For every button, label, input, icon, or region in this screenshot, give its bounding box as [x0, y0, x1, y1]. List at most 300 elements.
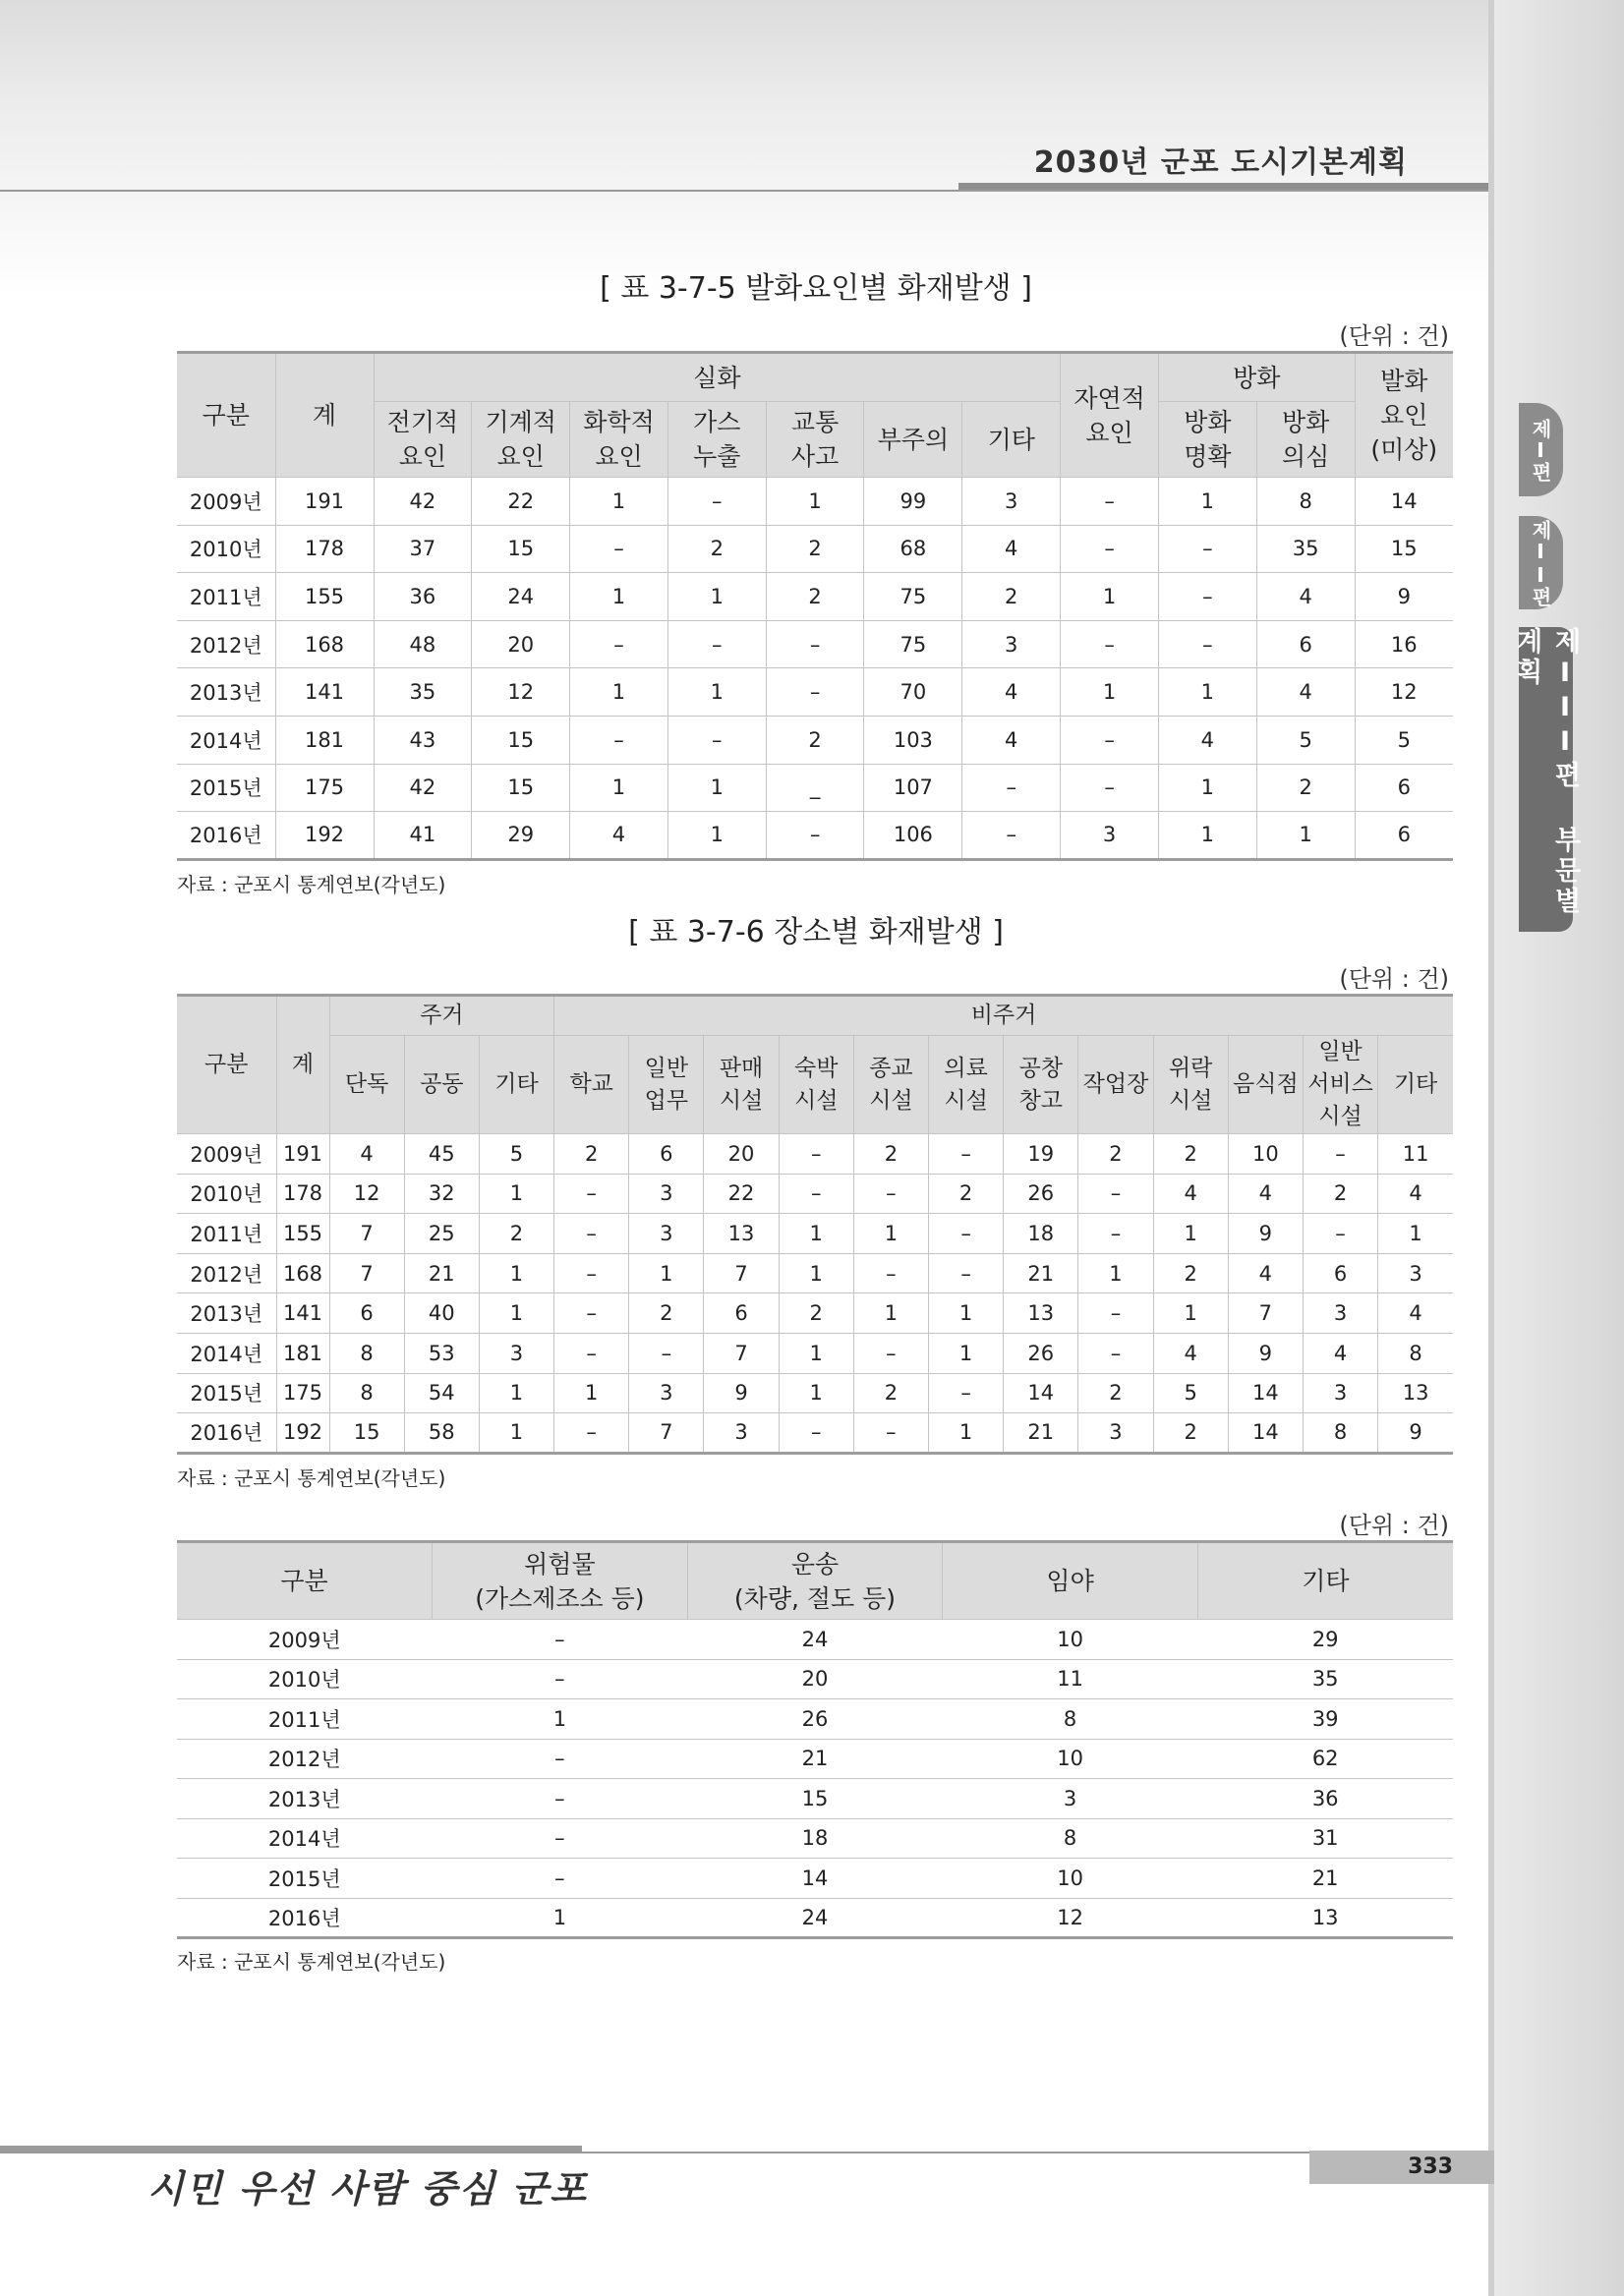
table-cell: 54 — [404, 1373, 479, 1413]
subheader-location: 일반 업무 — [629, 1036, 704, 1134]
header-total: 계 — [275, 353, 374, 478]
table-cell: 1 — [779, 1333, 853, 1373]
subheader-location: 판매 시설 — [704, 1036, 779, 1134]
table-cell: 2 — [853, 1373, 928, 1413]
table-cell: 1 — [433, 1699, 688, 1740]
table-cell: – — [433, 1659, 688, 1699]
table-cell: 181 — [275, 716, 374, 764]
table-cell: 42 — [374, 764, 472, 812]
row-year: 2013년 — [177, 1293, 276, 1334]
table-row — [177, 1818, 1453, 1859]
table-cell: 1 — [929, 1413, 1004, 1454]
table-cell: 18 — [687, 1818, 943, 1859]
table-cell: 31 — [1197, 1818, 1453, 1859]
table-cell: 3 — [1303, 1293, 1377, 1334]
table-cell: 4 — [1228, 1174, 1303, 1214]
table-cell: – — [853, 1174, 928, 1214]
table-row — [177, 525, 1453, 573]
table-cell: 6 — [1355, 764, 1453, 812]
table-row — [177, 1739, 1453, 1779]
table-cell: – — [853, 1253, 928, 1293]
table-cell: – — [766, 620, 864, 668]
table-cell: 1 — [929, 1333, 1004, 1373]
table-cell: _ — [766, 764, 864, 812]
table-cell: – — [1158, 573, 1256, 621]
table-cell: 5 — [1153, 1373, 1228, 1413]
table-cell: 1 — [1158, 812, 1256, 860]
table-cell: 13 — [1004, 1293, 1078, 1334]
table-cell: – — [554, 1333, 629, 1373]
table-cell: 155 — [276, 1214, 329, 1254]
header-category: 구분 — [177, 996, 276, 1134]
table-cell: 13 — [704, 1214, 779, 1254]
table-row — [177, 573, 1453, 621]
table-cell: 14 — [687, 1859, 943, 1899]
table-cell: 21 — [1004, 1253, 1078, 1293]
table-row — [177, 812, 1453, 860]
row-year: 2016년 — [177, 1898, 433, 1938]
table-cell: 14 — [1228, 1413, 1303, 1454]
row-year: 2011년 — [177, 1699, 433, 1740]
subheader-location: 기타 — [479, 1036, 553, 1134]
table-cell: – — [929, 1373, 1004, 1413]
header-category: 구분 — [177, 1542, 433, 1620]
header-accidental: 실화 — [374, 353, 1061, 402]
row-year: 2015년 — [177, 1373, 276, 1413]
table-cell: 48 — [374, 620, 472, 668]
table-cell: 1 — [1153, 1214, 1228, 1254]
table-cell: 3 — [479, 1333, 553, 1373]
table-cell: 9 — [1378, 1413, 1453, 1454]
table-cell: 26 — [1004, 1333, 1078, 1373]
table-cell: 12 — [472, 668, 570, 717]
table-cell: 168 — [275, 620, 374, 668]
row-year: 2014년 — [177, 716, 275, 764]
table-cell: 12 — [943, 1898, 1198, 1938]
table-cell: – — [1303, 1134, 1377, 1175]
subheader-location: 위락 시설 — [1153, 1036, 1228, 1134]
table-row — [177, 1413, 1453, 1454]
subheader-location: 공창 창고 — [1004, 1036, 1078, 1134]
table-cell: 2 — [1303, 1174, 1377, 1214]
table-cell: 4 — [570, 812, 668, 860]
table-cell: 192 — [276, 1413, 329, 1454]
table-cell: 3 — [704, 1413, 779, 1454]
row-year: 2016년 — [177, 812, 275, 860]
table-cell: 2 — [929, 1174, 1004, 1214]
table-cell: 43 — [374, 716, 472, 764]
table-cell: 29 — [472, 812, 570, 860]
table-cell: 1 — [853, 1293, 928, 1334]
table3-unit: (단위 : 건) — [1339, 1512, 1449, 1539]
table-cell: 1 — [1378, 1214, 1453, 1254]
table-cell: 6 — [629, 1134, 704, 1175]
table-row — [177, 1898, 1453, 1938]
table-cell: 7 — [704, 1333, 779, 1373]
table-cell: 8 — [1256, 478, 1355, 526]
row-year: 2014년 — [177, 1333, 276, 1373]
table-cell: – — [1061, 716, 1159, 764]
table-cell: 8 — [1378, 1333, 1453, 1373]
fire-cause-table — [177, 351, 1453, 861]
table-cell: 191 — [275, 478, 374, 526]
table-cell: 15 — [687, 1779, 943, 1819]
table-cell: – — [853, 1333, 928, 1373]
table-cell: – — [1158, 620, 1256, 668]
table-cell: – — [766, 668, 864, 717]
table-cell: 6 — [1355, 812, 1453, 860]
table-row — [177, 1253, 1453, 1293]
table-cell: 11 — [943, 1659, 1198, 1699]
table-cell: 99 — [864, 478, 962, 526]
table3-source: 자료 : 군포시 통계연보(각년도) — [177, 1950, 446, 1974]
table-cell: 106 — [864, 812, 962, 860]
table-cell: – — [1061, 478, 1159, 526]
table-cell: – — [433, 1779, 688, 1819]
table-cell: 3 — [629, 1214, 704, 1254]
footer-rule-thin — [0, 2152, 1494, 2153]
subheader-location: 학교 — [554, 1036, 629, 1134]
table2-unit: (단위 : 건) — [1339, 965, 1449, 993]
table-cell: 6 — [1303, 1253, 1377, 1293]
table1-title: [ 표 3-7-5 발화요인별 화재발생 ] — [600, 271, 1032, 306]
subheader-location: 작업장 — [1078, 1036, 1153, 1134]
tab-part-1[interactable]: 제I편 — [1519, 403, 1563, 496]
table-cell: 1 — [667, 573, 766, 621]
table-cell: 20 — [472, 620, 570, 668]
table-cell: 2 — [479, 1214, 553, 1254]
header-unknown: 발화 요인 (미상) — [1355, 353, 1453, 478]
table-cell: – — [929, 1253, 1004, 1293]
table-cell: 4 — [1228, 1253, 1303, 1293]
table1-source: 자료 : 군포시 통계연보(각년도) — [177, 873, 446, 896]
table-cell: 6 — [329, 1293, 404, 1334]
row-year: 2011년 — [177, 1214, 276, 1254]
table-cell: – — [766, 812, 864, 860]
table-cell: 9 — [1228, 1333, 1303, 1373]
table-cell: 2 — [554, 1134, 629, 1175]
table2-source: 자료 : 군포시 통계연보(각년도) — [177, 1466, 446, 1490]
table-cell: – — [1078, 1293, 1153, 1334]
table-cell: 2 — [853, 1134, 928, 1175]
table-cell: 9 — [1228, 1214, 1303, 1254]
table-cell: 2 — [766, 525, 864, 573]
table-cell: 36 — [374, 573, 472, 621]
table-cell: 42 — [374, 478, 472, 526]
table-cell: 4 — [1378, 1293, 1453, 1334]
table-cell: – — [1303, 1214, 1377, 1254]
table-cell: 1 — [667, 668, 766, 717]
table-cell: – — [853, 1413, 928, 1454]
table-cell: 175 — [276, 1373, 329, 1413]
table-cell: 10 — [943, 1859, 1198, 1899]
table-cell: 4 — [1153, 1333, 1228, 1373]
table-cell: 3 — [962, 478, 1061, 526]
table-cell: 32 — [404, 1174, 479, 1214]
table-cell: – — [1061, 525, 1159, 573]
table-cell: 7 — [329, 1253, 404, 1293]
header-other: 기타 — [1197, 1542, 1453, 1620]
table-cell: 22 — [704, 1174, 779, 1214]
tab-part-2[interactable]: 제II편 — [1519, 516, 1563, 609]
table-cell: 178 — [275, 525, 374, 573]
header-residential: 주거 — [329, 996, 554, 1036]
tab-part-3[interactable]: 제III편 부문별 계획 — [1519, 627, 1573, 932]
table-cell: 29 — [1197, 1620, 1453, 1660]
row-year: 2010년 — [177, 525, 275, 573]
table-cell: 155 — [275, 573, 374, 621]
table-cell: 18 — [1004, 1214, 1078, 1254]
table-cell: 15 — [472, 525, 570, 573]
table-cell: – — [667, 478, 766, 526]
table-cell: 4 — [1378, 1174, 1453, 1214]
table-cell: 24 — [472, 573, 570, 621]
table-cell: 3 — [962, 620, 1061, 668]
table-row — [177, 1174, 1453, 1214]
row-year: 2010년 — [177, 1659, 433, 1699]
table-cell: – — [570, 716, 668, 764]
table-cell: 1 — [779, 1373, 853, 1413]
table-cell: 3 — [1378, 1253, 1453, 1293]
table-cell: 1 — [667, 812, 766, 860]
header-natural: 자연적 요인 — [1061, 353, 1159, 478]
table-cell: 175 — [275, 764, 374, 812]
table-cell: – — [1078, 1333, 1153, 1373]
table-row — [177, 478, 1453, 526]
table-cell: – — [433, 1859, 688, 1899]
table-cell: – — [554, 1174, 629, 1214]
table-cell: 24 — [687, 1898, 943, 1938]
table-cell: 4 — [1256, 573, 1355, 621]
table-row — [177, 764, 1453, 812]
table-cell: 1 — [570, 573, 668, 621]
subheader-location: 음식점 — [1228, 1036, 1303, 1134]
table-cell: 9 — [704, 1373, 779, 1413]
table-cell: 3 — [1303, 1373, 1377, 1413]
table-cell: 1 — [570, 478, 668, 526]
table-cell: 191 — [276, 1134, 329, 1175]
row-year: 2014년 — [177, 1818, 433, 1859]
table-cell: 1 — [479, 1373, 553, 1413]
table-cell: 1 — [1158, 478, 1256, 526]
table-cell: – — [779, 1413, 853, 1454]
table-cell: 1 — [479, 1293, 553, 1334]
subheader-location: 숙박 시설 — [779, 1036, 853, 1134]
table-cell: 58 — [404, 1413, 479, 1454]
table-row — [177, 1293, 1453, 1334]
header-arson: 방화 — [1158, 353, 1355, 402]
table-cell: 103 — [864, 716, 962, 764]
table-cell: 2 — [1078, 1134, 1153, 1175]
table-row — [177, 1214, 1453, 1254]
table-cell: 14 — [1228, 1373, 1303, 1413]
table-cell: 10 — [943, 1620, 1198, 1660]
table-cell: 15 — [1355, 525, 1453, 573]
table-cell: 7 — [704, 1253, 779, 1293]
table-cell: 10 — [1228, 1134, 1303, 1175]
table-cell: 2 — [779, 1293, 853, 1334]
table-cell: – — [1061, 620, 1159, 668]
table-cell: 21 — [1004, 1413, 1078, 1454]
table-cell: – — [962, 764, 1061, 812]
table-cell: 75 — [864, 573, 962, 621]
table-cell: 7 — [629, 1413, 704, 1454]
table-cell: 2 — [1153, 1253, 1228, 1293]
table-cell: 1 — [570, 668, 668, 717]
table-cell: 75 — [864, 620, 962, 668]
subheader-cause: 가스 누출 — [667, 402, 766, 478]
table-cell: 35 — [1197, 1659, 1453, 1699]
row-year: 2012년 — [177, 1253, 276, 1293]
table-cell: 1 — [1078, 1253, 1153, 1293]
table-cell: 4 — [1158, 716, 1256, 764]
table1-unit: (단위 : 건) — [1339, 322, 1449, 350]
table-cell: 12 — [1355, 668, 1453, 717]
table-row — [177, 716, 1453, 764]
table-cell: 21 — [687, 1739, 943, 1779]
table-cell: – — [1078, 1174, 1153, 1214]
table-cell: – — [554, 1413, 629, 1454]
row-year: 2009년 — [177, 1134, 276, 1175]
table-row — [177, 1373, 1453, 1413]
subheader-location: 기타 — [1378, 1036, 1453, 1134]
table-cell: 68 — [864, 525, 962, 573]
table-cell: 1 — [479, 1413, 553, 1454]
row-year: 2009년 — [177, 478, 275, 526]
table-cell: 11 — [1378, 1134, 1453, 1175]
table-cell: 19 — [1004, 1134, 1078, 1175]
table-cell: – — [779, 1174, 853, 1214]
table-cell: 1 — [1061, 668, 1159, 717]
table-cell: 15 — [472, 764, 570, 812]
header-rule-thin — [0, 190, 1494, 192]
subheader-cause: 전기적 요인 — [374, 402, 472, 478]
table-cell: – — [570, 525, 668, 573]
subheader-location: 공동 — [404, 1036, 479, 1134]
table-cell: – — [929, 1134, 1004, 1175]
table-cell: – — [433, 1620, 688, 1660]
page-number: 333 — [1408, 2154, 1453, 2179]
table-cell: 15 — [329, 1413, 404, 1454]
table-cell: 1 — [479, 1253, 553, 1293]
table-cell: 2 — [962, 573, 1061, 621]
row-year: 2013년 — [177, 668, 275, 717]
table-cell: 8 — [329, 1373, 404, 1413]
table-cell: 4 — [962, 716, 1061, 764]
table-cell: 1 — [1158, 668, 1256, 717]
subheader-location: 종교 시설 — [853, 1036, 928, 1134]
table-cell: 45 — [404, 1134, 479, 1175]
table-cell: 141 — [275, 668, 374, 717]
table-row — [177, 1620, 1453, 1660]
table-cell: 5 — [479, 1134, 553, 1175]
subheader-location: 일반 서비스 시설 — [1303, 1036, 1377, 1134]
table-cell: 1 — [853, 1214, 928, 1254]
row-year: 2015년 — [177, 1859, 433, 1899]
subheader-location: 의료 시설 — [929, 1036, 1004, 1134]
table-cell: 2 — [1153, 1413, 1228, 1454]
table-cell: 36 — [1197, 1779, 1453, 1819]
table-cell: 26 — [1004, 1174, 1078, 1214]
table-cell: 13 — [1197, 1898, 1453, 1938]
table-cell: 35 — [1256, 525, 1355, 573]
table-cell: 12 — [329, 1174, 404, 1214]
table-cell: 9 — [1355, 573, 1453, 621]
table-cell: 5 — [1355, 716, 1453, 764]
table-cell: 2 — [766, 573, 864, 621]
table-row — [177, 1859, 1453, 1899]
table-cell: 22 — [472, 478, 570, 526]
table-cell: 14 — [1004, 1373, 1078, 1413]
header-category: 구분 — [177, 353, 275, 478]
table-cell: 1 — [929, 1293, 1004, 1334]
header-forest: 임야 — [943, 1542, 1198, 1620]
fire-location-table — [177, 994, 1453, 1455]
table-cell: 4 — [1153, 1174, 1228, 1214]
table-cell: 14 — [1355, 478, 1453, 526]
table-cell: 8 — [1303, 1413, 1377, 1454]
table-cell: 10 — [943, 1739, 1198, 1779]
table-cell: 3 — [943, 1779, 1198, 1819]
table-cell: 62 — [1197, 1739, 1453, 1779]
subheader-location: 단독 — [329, 1036, 404, 1134]
table-cell: 1 — [1158, 764, 1256, 812]
table-cell: 1 — [1061, 573, 1159, 621]
table-cell: 16 — [1355, 620, 1453, 668]
table-row — [177, 620, 1453, 668]
table-cell: 1 — [1153, 1293, 1228, 1334]
table-cell: – — [570, 620, 668, 668]
table-cell: 37 — [374, 525, 472, 573]
table2-title: [ 표 3-7-6 장소별 화재발생 ] — [628, 915, 1004, 949]
table-cell: 1 — [667, 764, 766, 812]
table-cell: – — [779, 1134, 853, 1175]
table-cell: 3 — [1061, 812, 1159, 860]
table-cell: 4 — [329, 1134, 404, 1175]
table-cell: 2 — [1078, 1373, 1153, 1413]
table-row — [177, 1134, 1453, 1175]
table-cell: 7 — [1228, 1293, 1303, 1334]
table-cell: 1 — [570, 764, 668, 812]
table-cell: 21 — [1197, 1859, 1453, 1899]
table-cell: 1 — [779, 1253, 853, 1293]
document-header-title: 2030년 군포 도시기본계획 — [1033, 145, 1408, 180]
table-cell: 1 — [433, 1898, 688, 1938]
table-cell: – — [433, 1739, 688, 1779]
table-cell: – — [667, 716, 766, 764]
table-cell: 3 — [1078, 1413, 1153, 1454]
table-cell: 1 — [629, 1253, 704, 1293]
table-cell: 21 — [404, 1253, 479, 1293]
table-cell: 1 — [479, 1174, 553, 1214]
table-cell: 8 — [329, 1333, 404, 1373]
table-cell: 4 — [962, 668, 1061, 717]
subheader-cause: 화학적 요인 — [570, 402, 668, 478]
table-cell: 20 — [704, 1134, 779, 1175]
row-year: 2016년 — [177, 1413, 276, 1454]
table-cell: 1 — [779, 1214, 853, 1254]
table-cell: – — [554, 1293, 629, 1334]
row-year: 2012년 — [177, 1739, 433, 1779]
table-cell: 70 — [864, 668, 962, 717]
subheader-cause: 교통 사고 — [766, 402, 864, 478]
table-cell: 8 — [943, 1699, 1198, 1740]
header-hazmat: 위험물 (가스제조소 등) — [433, 1542, 688, 1620]
table-cell: 141 — [276, 1293, 329, 1334]
header-transport: 운송 (차량, 절도 등) — [687, 1542, 943, 1620]
table-row — [177, 1699, 1453, 1740]
table-cell: – — [433, 1818, 688, 1859]
